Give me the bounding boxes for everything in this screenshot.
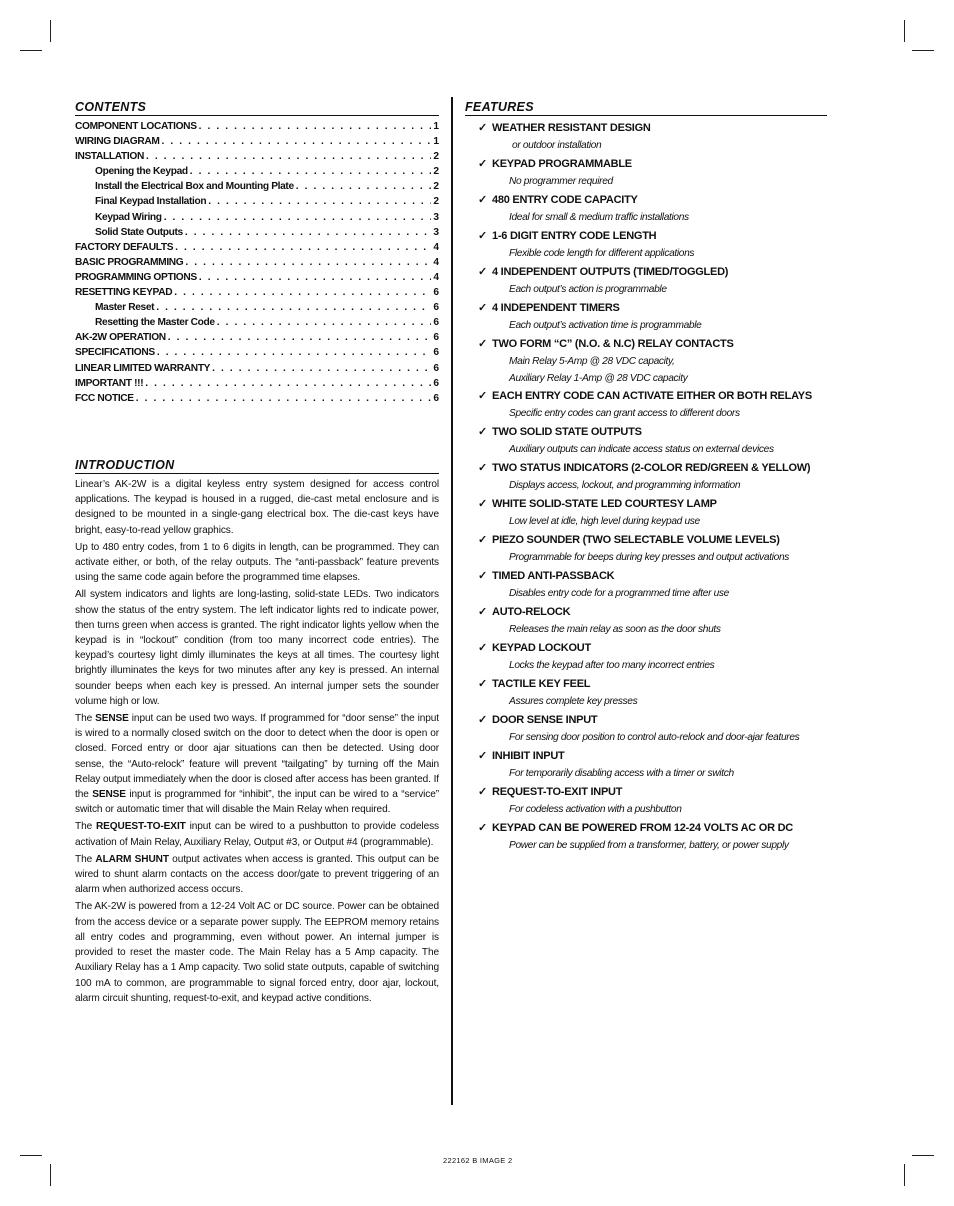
contents-list bbox=[75, 121, 439, 408]
feature-heading-text: TIMED ANTI-PASSBACK bbox=[492, 570, 615, 582]
feature-heading-text: TACTILE KEY FEEL bbox=[492, 678, 591, 690]
feature-heading bbox=[478, 747, 830, 765]
toc-leader-dots bbox=[185, 257, 431, 268]
toc-entry bbox=[75, 393, 439, 408]
feature-item bbox=[478, 459, 830, 495]
feature-item bbox=[478, 227, 830, 263]
feature-heading-text: 1-6 DIGIT ENTRY CODE LENGTH bbox=[492, 230, 657, 242]
checkmark-icon: ✓ bbox=[478, 230, 487, 242]
crop-mark bbox=[20, 1155, 42, 1156]
toc-leader-dots bbox=[157, 347, 432, 358]
toc-leader-dots bbox=[162, 136, 432, 147]
toc-label: Final Keypad Installation bbox=[95, 196, 207, 208]
intro-paragraph: The SENSE input can be used two ways. If programmed for “door sense” the input is wired to a normally closed switch on the door to detect when the door is open or closed. Forced entry or door ajar situations can then be detected. Using door sense, the “Auto-relock” feature will prevent “tailgating” by turning off the Main Relay output immediately when the door is closed after access has been granted. If the SENSE input is programmed for “inhibit”, the input can be wired to a “service” switch or automatic timer that will disable the Main Relay when required. bbox=[75, 713, 440, 816]
intro-paragraph: Linear’s AK-2W is a digital keyless entry system designed for access control applications. The keypad is housed in a rugged, die-cast metal enclosure and is designed to be mounted in a single-gang electrical box. The die-cast keys have bright, easy-to-read yellow graphics. bbox=[75, 479, 439, 536]
toc-entry bbox=[75, 151, 439, 166]
toc-label: LINEAR LIMITED WARRANTY bbox=[75, 362, 211, 374]
toc-leader-dots bbox=[199, 121, 432, 132]
crop-mark bbox=[50, 20, 51, 42]
toc-leader-dots bbox=[217, 317, 432, 328]
toc-page-number: 6 bbox=[433, 332, 439, 344]
feature-description: Disables entry code for a programmed time after use bbox=[509, 588, 729, 599]
feature-heading-text: 480 ENTRY CODE CAPACITY bbox=[492, 194, 638, 206]
toc-leader-dots bbox=[136, 393, 432, 404]
checkmark-icon: ✓ bbox=[478, 498, 487, 510]
toc-leader-dots bbox=[190, 166, 432, 177]
feature-heading-text: 4 INDEPENDENT OUTPUTS (TIMED/TOGGLED) bbox=[492, 266, 729, 278]
feature-description: Releases the main relay as soon as the door shuts bbox=[509, 624, 721, 635]
toc-page-number: 6 bbox=[433, 302, 439, 314]
feature-item bbox=[478, 603, 830, 639]
toc-page-number: 6 bbox=[433, 287, 439, 299]
feature-item bbox=[478, 747, 830, 783]
feature-heading bbox=[478, 299, 830, 317]
feature-heading-text: WEATHER RESISTANT DESIGN bbox=[492, 122, 651, 134]
feature-description: Specific entry codes can grant access to different doors bbox=[509, 408, 740, 419]
feature-description: Main Relay 5-Amp @ 28 VDC capacity, bbox=[509, 356, 675, 367]
feature-heading-text: TWO SOLID STATE OUTPUTS bbox=[492, 426, 642, 438]
feature-description: Flexible code length for different applications bbox=[509, 248, 695, 259]
feature-item bbox=[478, 675, 830, 711]
feature-item bbox=[478, 335, 830, 387]
page-footer: 222162 B IMAGE 2 bbox=[443, 1156, 513, 1165]
feature-description: Auxiliary outputs can indicate access status on external devices bbox=[509, 444, 774, 455]
toc-entry bbox=[75, 212, 439, 227]
feature-heading-text: REQUEST-TO-EXIT INPUT bbox=[492, 786, 623, 798]
feature-item bbox=[478, 155, 830, 191]
crop-mark bbox=[912, 50, 934, 51]
toc-leader-dots bbox=[174, 287, 431, 298]
feature-heading bbox=[478, 783, 830, 801]
checkmark-icon: ✓ bbox=[478, 158, 487, 170]
checkmark-icon: ✓ bbox=[478, 786, 487, 798]
feature-description: Power can be supplied from a transformer, battery, or power supply bbox=[509, 840, 789, 851]
toc-entry bbox=[75, 272, 439, 287]
feature-heading bbox=[478, 335, 830, 353]
toc-label: Master Reset bbox=[95, 302, 155, 314]
feature-item bbox=[478, 567, 830, 603]
feature-heading bbox=[478, 387, 830, 405]
toc-label: Resetting the Master Code bbox=[95, 317, 215, 329]
toc-label: FCC NOTICE bbox=[75, 392, 134, 404]
feature-item bbox=[478, 263, 830, 299]
feature-description: Each output’s activation time is programmable bbox=[509, 320, 702, 331]
feature-heading bbox=[478, 567, 830, 585]
feature-item bbox=[478, 531, 830, 567]
crop-mark bbox=[50, 1164, 51, 1186]
feature-description: Low level at idle, high level during keypad use bbox=[509, 516, 700, 527]
feature-heading-text: AUTO-RELOCK bbox=[492, 606, 571, 618]
feature-heading-text: EACH ENTRY CODE CAN ACTIVATE EITHER OR BOTH RELAYS bbox=[492, 390, 812, 402]
feature-description: Ideal for small & medium traffic installations bbox=[509, 212, 689, 223]
feature-heading bbox=[478, 819, 830, 837]
checkmark-icon: ✓ bbox=[478, 642, 487, 654]
toc-leader-dots bbox=[168, 332, 432, 343]
toc-leader-dots bbox=[199, 272, 432, 283]
feature-heading bbox=[478, 227, 830, 245]
feature-heading bbox=[478, 119, 830, 137]
checkmark-icon: ✓ bbox=[478, 534, 487, 546]
checkmark-icon: ✓ bbox=[478, 750, 487, 762]
checkmark-icon: ✓ bbox=[478, 122, 487, 134]
feature-heading-text: KEYPAD PROGRAMMABLE bbox=[492, 158, 632, 170]
toc-entry bbox=[75, 363, 439, 378]
feature-item bbox=[478, 819, 830, 855]
toc-page-number: 6 bbox=[433, 392, 439, 404]
feature-heading bbox=[478, 423, 830, 441]
feature-description: or outdoor installation bbox=[512, 140, 602, 151]
crop-mark bbox=[904, 20, 905, 42]
features-section bbox=[465, 100, 830, 855]
feature-heading bbox=[478, 603, 830, 621]
toc-label: Solid State Outputs bbox=[95, 226, 183, 238]
toc-entry bbox=[75, 181, 439, 196]
contents-section bbox=[75, 100, 439, 408]
toc-label: IMPORTANT !!! bbox=[75, 377, 144, 389]
toc-label: PROGRAMMING OPTIONS bbox=[75, 271, 197, 283]
toc-leader-dots bbox=[164, 212, 432, 223]
toc-page-number: 2 bbox=[433, 166, 439, 178]
feature-item bbox=[478, 119, 830, 155]
toc-label: WIRING DIAGRAM bbox=[75, 136, 160, 148]
feature-description: No programmer required bbox=[509, 176, 613, 187]
feature-heading-text: DOOR SENSE INPUT bbox=[492, 714, 598, 726]
features-list bbox=[465, 119, 830, 855]
feature-heading-text: KEYPAD CAN BE POWERED FROM 12-24 VOLTS AC OR DC bbox=[492, 822, 793, 834]
toc-entry bbox=[75, 378, 439, 393]
toc-entry bbox=[75, 302, 439, 317]
feature-description: Each output’s action is programmable bbox=[509, 284, 667, 295]
toc-label: SPECIFICATIONS bbox=[75, 347, 155, 359]
toc-entry bbox=[75, 196, 439, 211]
checkmark-icon: ✓ bbox=[478, 714, 487, 726]
intro-paragraph: The REQUEST-TO-EXIT input can be wired to a pushbutton to provide codeless activation of Main Relay, Auxiliary Relay, Output #3, or Output #4 (programmable). bbox=[75, 821, 439, 848]
feature-heading bbox=[478, 711, 830, 729]
toc-leader-dots bbox=[208, 196, 431, 207]
feature-heading-text: TWO STATUS INDICATORS (2-COLOR RED/GREEN & YELLOW) bbox=[492, 462, 811, 474]
feature-heading bbox=[478, 263, 830, 281]
checkmark-icon: ✓ bbox=[478, 426, 487, 438]
intro-paragraph: All system indicators and lights are long-lasting, solid-state LEDs. Two indicators show the status of the entry system. The left indicator lights red to indicate power, then turns green when access is granted. The right indicator lights yellow when the keypad is in “lockout” condition (from too many incorrect code entries). The keypad’s courtesy light dimly illuminates the keys at all times. The courtesy light brightly illuminates the keys for two minutes after any key is pressed. An internal sounder beeps when each key is pressed. An internal jumper sets the sounder volume high or low. bbox=[75, 589, 439, 707]
feature-description: Programmable for beeps during key presses and output activations bbox=[509, 552, 789, 563]
crop-mark bbox=[904, 1164, 905, 1186]
toc-page-number: 1 bbox=[433, 121, 439, 132]
toc-page-number: 4 bbox=[433, 271, 439, 283]
feature-description: Auxiliary Relay 1-Amp @ 28 VDC capacity bbox=[509, 373, 688, 384]
toc-entry bbox=[75, 257, 439, 272]
toc-page-number: 6 bbox=[433, 362, 439, 374]
features-title: FEATURES bbox=[465, 100, 827, 116]
contents-title: CONTENTS bbox=[75, 100, 439, 116]
feature-item bbox=[478, 191, 830, 227]
checkmark-icon: ✓ bbox=[478, 302, 487, 314]
intro-paragraph: Up to 480 entry codes, from 1 to 6 digits in length, can be programmed. They can activate either, or both, of the relay outputs. The “anti-passback” feature prevents using the same code again before the programmed time elapses. bbox=[75, 541, 439, 584]
feature-heading-text: PIEZO SOUNDER (TWO SELECTABLE VOLUME LEVELS) bbox=[492, 534, 780, 546]
toc-leader-dots bbox=[146, 151, 431, 162]
feature-item bbox=[478, 711, 830, 747]
feature-item bbox=[478, 299, 830, 335]
toc-label: AK-2W OPERATION bbox=[75, 332, 166, 344]
toc-entry bbox=[75, 227, 439, 242]
crop-mark bbox=[20, 50, 42, 51]
checkmark-icon: ✓ bbox=[478, 606, 487, 618]
toc-page-number: 4 bbox=[433, 256, 439, 268]
toc-label: FACTORY DEFAULTS bbox=[75, 241, 174, 253]
toc-label: RESETTING KEYPAD bbox=[75, 287, 173, 299]
feature-description: Locks the keypad after too many incorrect entries bbox=[509, 660, 715, 671]
feature-heading-text: TWO FORM “C” (N.O. & N.C) RELAY CONTACTS bbox=[492, 338, 734, 350]
toc-leader-dots bbox=[145, 378, 431, 389]
feature-description: For sensing door position to control auto-relock and door-ajar features bbox=[509, 732, 800, 743]
toc-leader-dots bbox=[175, 242, 431, 253]
toc-entry bbox=[75, 136, 439, 151]
feature-heading bbox=[478, 495, 830, 513]
toc-label: Install the Electrical Box and Mounting Plate bbox=[95, 181, 294, 193]
introduction-section bbox=[75, 458, 439, 1008]
toc-page-number: 2 bbox=[433, 151, 439, 163]
toc-page-number: 6 bbox=[433, 377, 439, 389]
feature-heading bbox=[478, 155, 830, 173]
checkmark-icon: ✓ bbox=[478, 390, 487, 402]
toc-entry bbox=[75, 332, 439, 347]
feature-description: For temporarily disabling access with a timer or switch bbox=[509, 768, 734, 779]
feature-heading bbox=[478, 191, 830, 209]
toc-label: BASIC PROGRAMMING bbox=[75, 256, 184, 268]
feature-description: Displays access, lockout, and programming information bbox=[509, 480, 741, 491]
crop-mark bbox=[912, 1155, 934, 1156]
feature-item bbox=[478, 387, 830, 423]
toc-leader-dots bbox=[185, 227, 431, 238]
toc-page-number: 6 bbox=[433, 347, 439, 359]
column-divider bbox=[451, 97, 453, 1105]
toc-label: INSTALLATION bbox=[75, 151, 144, 163]
feature-heading-text: 4 INDEPENDENT TIMERS bbox=[492, 302, 620, 314]
toc-entry bbox=[75, 121, 439, 136]
toc-label: Opening the Keypad bbox=[95, 166, 188, 178]
checkmark-icon: ✓ bbox=[478, 338, 487, 350]
feature-heading-text: INHIBIT INPUT bbox=[492, 750, 565, 762]
checkmark-icon: ✓ bbox=[478, 462, 487, 474]
introduction-title: INTRODUCTION bbox=[75, 458, 439, 474]
feature-item bbox=[478, 783, 830, 819]
feature-heading-text: KEYPAD LOCKOUT bbox=[492, 642, 591, 654]
feature-item bbox=[478, 639, 830, 675]
toc-entry bbox=[75, 317, 439, 332]
checkmark-icon: ✓ bbox=[478, 570, 487, 582]
toc-label: COMPONENT LOCATIONS bbox=[75, 121, 197, 132]
feature-item bbox=[478, 495, 830, 531]
checkmark-icon: ✓ bbox=[478, 822, 487, 834]
toc-page-number: 2 bbox=[433, 196, 439, 208]
checkmark-icon: ✓ bbox=[478, 678, 487, 690]
checkmark-icon: ✓ bbox=[478, 194, 487, 206]
introduction-body bbox=[75, 477, 439, 1006]
feature-item bbox=[478, 423, 830, 459]
toc-page-number: 1 bbox=[433, 136, 439, 148]
intro-paragraph: The AK-2W is powered from a 12-24 Volt AC or DC source. Power can be obtained from the access device or a separate power supply. The EEPROM memory retains all entry codes and programming, even without power. An internal jumper is provided to reset the master code. The Main Relay has a 5 Amp capacity. The Auxiliary Relay has a 1 Amp capacity. Two solid state outputs, capable of switching 100 mA to common, are programmable to signal forced entry, door ajar, lockout, alarm circuit shunting, request-to-exit, and keypad active conditions. bbox=[75, 901, 439, 1004]
toc-page-number: 3 bbox=[433, 226, 439, 238]
feature-heading bbox=[478, 639, 830, 657]
feature-heading bbox=[478, 531, 830, 549]
toc-leader-dots bbox=[212, 363, 431, 374]
toc-label: Keypad Wiring bbox=[95, 211, 162, 223]
toc-leader-dots bbox=[156, 302, 431, 313]
intro-paragraph: The ALARM SHUNT output activates when access is granted. This output can be wired to shunt alarm contacts on the access door/gate to prevent triggering of an alarm when authorized access occurs. bbox=[75, 853, 439, 896]
feature-heading bbox=[478, 675, 830, 693]
toc-leader-dots bbox=[296, 181, 432, 192]
toc-entry bbox=[75, 166, 439, 181]
toc-page-number: 6 bbox=[433, 317, 439, 329]
checkmark-icon: ✓ bbox=[478, 266, 487, 278]
feature-heading-text: WHITE SOLID-STATE LED COURTESY LAMP bbox=[492, 498, 717, 510]
toc-page-number: 3 bbox=[433, 211, 439, 223]
toc-page-number: 2 bbox=[433, 181, 439, 193]
feature-description: For codeless activation with a pushbutton bbox=[509, 804, 682, 815]
toc-entry bbox=[75, 347, 439, 362]
toc-page-number: 4 bbox=[433, 241, 439, 253]
toc-entry bbox=[75, 242, 439, 257]
toc-entry bbox=[75, 287, 439, 302]
feature-description: Assures complete key presses bbox=[509, 696, 638, 707]
feature-heading bbox=[478, 459, 830, 477]
